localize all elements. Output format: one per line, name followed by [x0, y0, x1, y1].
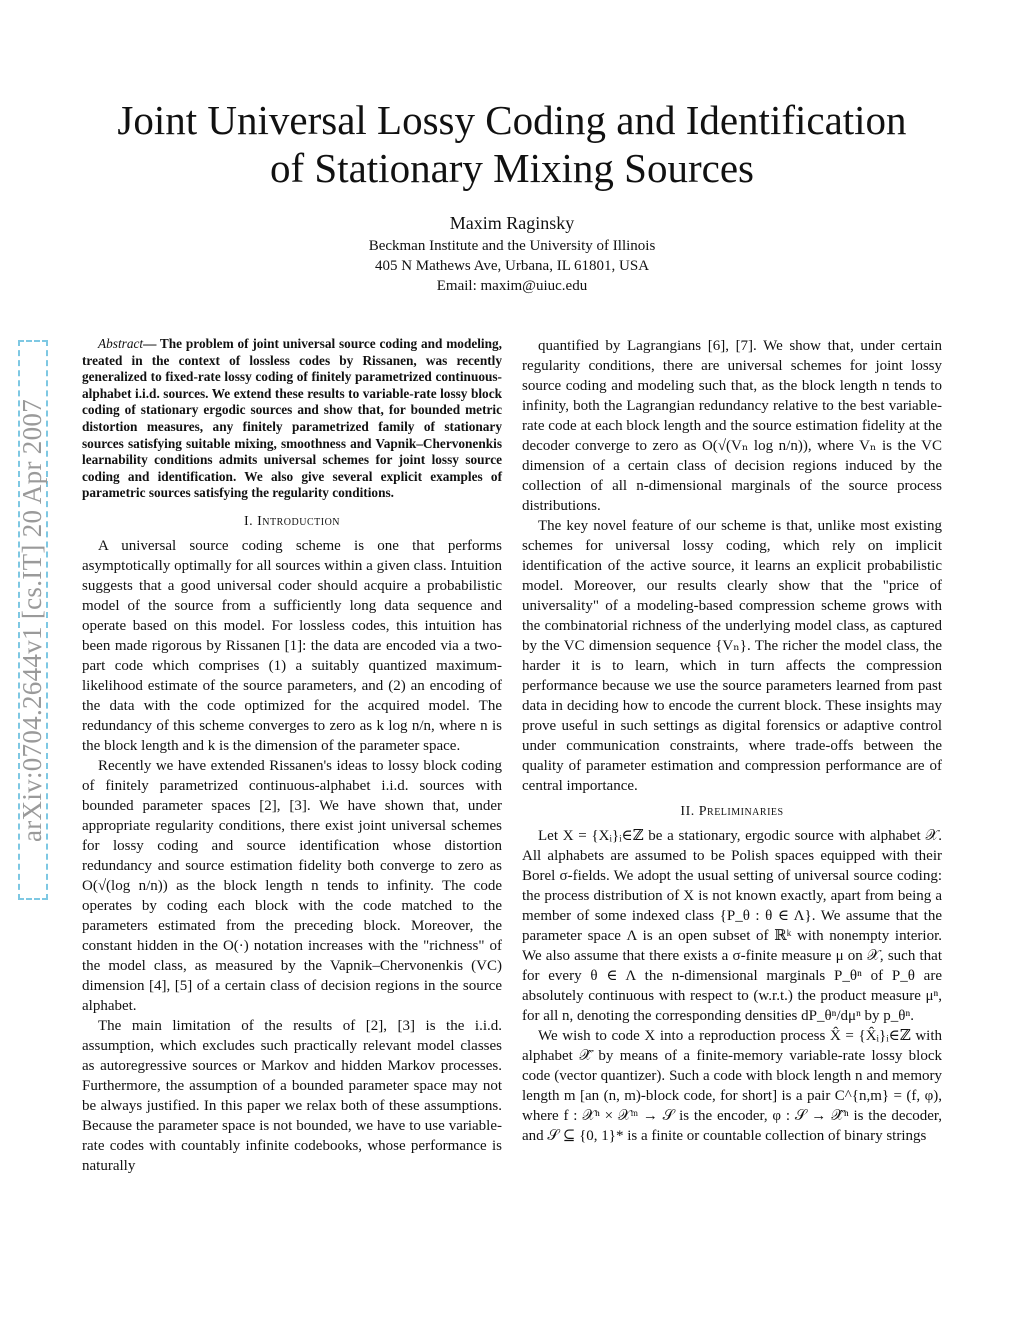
title-line-1: Joint Universal Lossy Coding and Identification: [117, 97, 907, 143]
right-column: [522, 336, 942, 1146]
author-affiliation: Beckman Institute and the University of Illinois: [368, 238, 656, 254]
paper-title: [80, 96, 944, 192]
left-column: [82, 336, 502, 1176]
section-heading-preliminaries: [522, 802, 942, 822]
section-title: Preliminaries: [698, 804, 784, 819]
intro-paragraph-1: A universal source coding scheme is one that performs asymptotically optimally for all sources within a given class. Intuition suggests that a good universal coder should acquire a probabilistic model of the source from a sufficiently long data sequence and operate based on this model. For lossless codes, this intuition has been made rigorous by Rissanen [1]: the data are encoded via a two-part code which comprises (1) a suitably quantized maximum-likelihood estimate of the source parameters, and (2) an encoding of the data with the code optimized for the acquired model. The redundancy of this scheme converges to zero as k log n/n, where n is the block length and k is the dimension of the parameter space.: [82, 537, 502, 754]
arxiv-stamp: [18, 340, 48, 900]
title-line-2: of Stationary Mixing Sources: [270, 145, 754, 191]
section-number: II.: [680, 804, 695, 819]
section-number: I.: [243, 513, 254, 529]
intro-paragraph-2: Recently we have extended Rissanen's ideas to lossy block coding of finitely parametrized continuous-alphabet i.i.d. sources with bounded parameter spaces [2], [3]. We have shown that, under appropriate regularity conditions, there exist joint universal schemes for lossy coding and source identification whose distortion redundancy and source estimation fidelity both converge to zero as O(√(log n/n)) as the block length n tends to infinity. The code operates by coding each block with the code matched to the parameters estimated from the preceding block. Moreover, the constant hidden in the O(·) notation increases with the "richness" of the model class, as measured by the Vapnik–Chervonenkis (VC) dimension [4], [5] of a certain class of decision regions in the source alphabet.: [82, 757, 502, 1014]
intro-paragraph-5: The key novel feature of our scheme is that, unlike most existing schemes for universal lossy coding, which rely on implicit identification of the active source, it learns an explicit probabilistic model. Moreover, our results clearly show that the "price of universality" of a modeling-based compression scheme grows with the combinatorial richness of the underlying model class, as captured by the VC dimension sequence {Vₙ}. The richer the model class, the harder it is to learn, which in turn affects the compression performance because we use the source parameters learned from past data in deciding how to encode the current block. These insights may prove useful in such settings as digital forensics or adaptive control under communication constraints, where trade-offs between the quality of parameter estimation and compression performance are of central importance.: [522, 518, 942, 794]
arxiv-stamp-text: arXiv:0704.2644v1 [cs.IT] 20 Apr 2007: [17, 398, 48, 842]
abstract-label: Abstract: [98, 336, 144, 351]
intro-paragraph-4: quantified by Lagrangians [6], [7]. We show that, under certain regularity conditions, there are universal schemes for joint lossy source coding and modeling such that, as the block length n tends to infinity, both the Lagrangian redundancy relative to the best variable-rate code at each block length and the source estimation fidelity at the decoder converge to zero as O(√(Vₙ log n/n)), where Vₙ is the VC dimension of a certain class of decision regions induced by the collection of all n-dimensional marginals of the source process distributions.: [522, 338, 942, 514]
author-block: [80, 212, 944, 296]
abstract-text: — The problem of joint universal source coding and modeling, treated in the context of lossless codes by Rissanen, was recently generalized to fixed-rate lossy coding of finitely parametrized continuous-alphabet i.i.d. sources. We extend these results to variable-rate lossy block coding of stationary ergodic sources and show that, for bounded metric distortion measures, any finitely parametrized family of stationary sources satisfying suitable mixing, smoothness and Vapnik–Chervonenkis learnability conditions admits universal schemes for joint lossy source coding and identification. We also give several explicit examples of parametric sources satisfying the regularity conditions.: [82, 336, 502, 501]
author-address: 405 N Mathews Ave, Urbana, IL 61801, USA: [374, 258, 650, 274]
prelim-paragraph-1: Let X = {Xᵢ}ᵢ∈ℤ be a stationary, ergodic source with alphabet 𝒳. All alphabets are assumed to be Polish spaces equipped with their Borel σ-fields. We adopt the usual setting of universal source coding: the process distribution of X is not known exactly, apart from being a member of some indexed class {P_θ : θ ∈ Λ}. We assume that the parameter space Λ is an open subset of ℝᵏ with nonempty interior. We also assume that there exists a σ-finite measure μ on 𝒳, such that for every θ ∈ Λ the n-dimensional marginals P_θⁿ of P_θ are absolutely continuous with respect to (w.r.t.) the product measure μⁿ, for all n, denoting the corresponding densities dP_θⁿ/dμⁿ by p_θⁿ.: [522, 828, 942, 1024]
intro-paragraph-3: The main limitation of the results of [2], [3] is the i.i.d. assumption, which excludes such practically relevant model classes as autoregressive sources or Markov and hidden Markov processes. Furthermore, the assumption of a bounded parameter space may not be always justified. In this paper we relax both of these assumptions. Because the parameter space is not bounded, we have to use variable-rate codes with countably infinite codebooks, whose performance is naturally: [82, 1017, 502, 1174]
section-title: Introduction: [257, 513, 341, 529]
section-heading-introduction: [82, 512, 502, 532]
prelim-paragraph-2: We wish to code X into a reproduction process X̂ = {X̂ᵢ}ᵢ∈ℤ with alphabet 𝒳̂ by means of a finite-memory variable-rate lossy block code (vector quantizer). Such a code with block length n and memory length m [an (n, m)-block code, for short] is a pair C^{n,m} = (f, φ), where f : 𝒳ⁿ × 𝒳ᵐ → 𝒮 is the encoder, φ : 𝒮 → 𝒳̂ⁿ is the decoder, and 𝒮 ⊆ {0, 1}* is a finite or countable collection of binary strings: [522, 1028, 942, 1144]
author-name: Maxim Raginsky: [449, 213, 575, 233]
abstract: [82, 336, 502, 502]
author-email: Email: maxim@uiuc.edu: [436, 278, 588, 294]
